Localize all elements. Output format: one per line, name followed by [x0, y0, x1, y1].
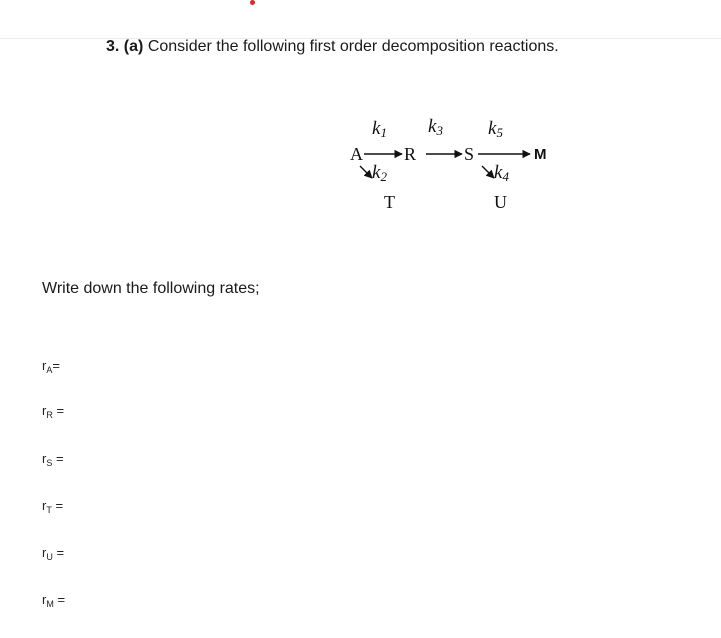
rate-rr: $r_R$ =: [42, 403, 65, 420]
question-text: Consider the following first order decomposition reactions.: [147, 38, 559, 55]
red-dot-icon: [250, 0, 255, 5]
species-r: R: [404, 144, 417, 164]
rate-rs: $r_S$ =: [42, 451, 64, 468]
k1-label: k1: [372, 118, 387, 140]
question-number: 3.: [106, 38, 120, 55]
instruction-text: Write down the following rates;: [42, 280, 260, 297]
rate-rm: $r_M$ =: [42, 592, 66, 609]
rate-rt: $r_T$ =: [42, 498, 64, 515]
k3-label: k3: [428, 116, 443, 138]
species-s: S: [464, 144, 475, 164]
top-bar: [0, 0, 721, 39]
reaction-scheme: [340, 112, 560, 222]
rate-ru: $r_U$ =: [42, 545, 65, 562]
arrow-s-to-u: [482, 166, 494, 178]
species-u: U: [494, 192, 507, 212]
species-m: M: [534, 146, 547, 163]
rate-ra: $r_A=$: [42, 358, 60, 375]
species-t: T: [384, 192, 395, 212]
question-title: [106, 38, 559, 56]
k4-label: k4: [494, 162, 509, 184]
species-a: A: [350, 144, 363, 164]
k5-label: k5: [488, 118, 503, 140]
question-part: (a): [123, 38, 144, 55]
arrow-a-to-t: [360, 166, 372, 178]
k2-label: k2: [372, 162, 387, 184]
